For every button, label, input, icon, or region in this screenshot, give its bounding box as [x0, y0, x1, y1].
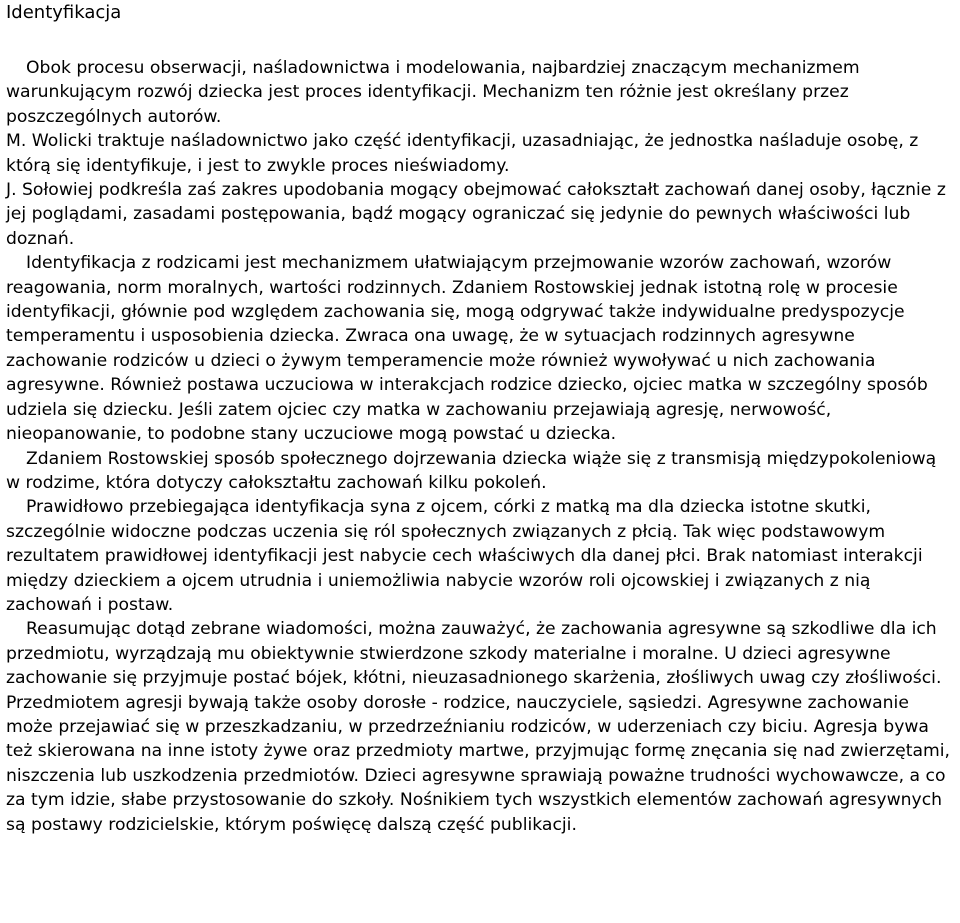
document-body [6, 56, 952, 837]
paragraph: J. Sołowiej podkreśla zaś zakres upodobania mogący obejmować całokształt zachowań danej osoby, łącznie z jej poglądami, zasadami postępowania, bądź mogący ograniczać się jedynie do pewnych właściwości lub doznań. [6, 180, 946, 249]
paragraph: M. Wolicki traktuje naśladownictwo jako część identyfikacji, uzasadniając, że jednostka naśladuje osobę, z którą się identyfikuje, i jest to zwykle proces nieświadomy. [6, 131, 919, 176]
paragraph: Zdaniem Rostowskiej sposób społecznego dojrzewania dziecka wiąże się z transmisją międzypokoleniową w rodzime, która dotyczy całokształtu zachowań kilku pokoleń. [6, 448, 937, 493]
document-title: Identyfikacja [6, 2, 122, 23]
paragraph: Identyfikacja z rodzicami jest mechanizmem ułatwiającym przejmowanie wzorów zachowań, wzorów reagowania, norm moralnych, wartości rodzinnych. Zdaniem Rostowskiej jednak istotną rolę w procesie identyfikacji, głównie pod względem zachowania się, mogą odgrywać także indywidualne predyspozycje temperamentu i usposobienia dziecka. Zwraca ona uwagę, że w sytuacjach rodzinnych agresywne zachowanie rodziców u dzieci o żywym temperamencie może również wywoływać u nich zachowania agresywne. Również postawa uczuciowa w interakcjach rodzice dziecko, ojciec matka w szczególny sposób udziela się dziecku. Jeśli zatem ojciec czy matka w zachowaniu przejawiają agresję, nerwowość, nieopanowanie, to podobne stany uczuciowe mogą powstać u dziecka. [6, 253, 928, 445]
paragraph: Reasumując dotąd zebrane wiadomości, można zauważyć, że zachowania agresywne są szkodliwe dla ich przedmiotu, wyrządzają mu obiektywnie stwierdzone szkody materialne i moralne. U dzieci agresywne zachowanie się przyjmuje postać bójek, kłótni, nieuzasadnionego skarżenia, złośliwych uwag czy złośliwości. Przedmiotem agresji bywają także osoby dorosłe - rodzice, nauczyciele, sąsiedzi. Agresywne zachowanie może przejawiać się w przeszkadzaniu, w przedrzeźnianiu rodziców, w uderzeniach czy biciu. Agresja bywa też skierowana na inne istoty żywe oraz przedmioty martwe, przyjmując formę znęcania się nad zwierzętami, niszczenia lub uszkodzenia przedmiotów. Dzieci agresywne sprawiają poważne trudności wychowawcze, a co za tym idzie, słabe przystosowanie do szkoły. Nośnikiem tych wszystkich elementów zachowań agresywnych są postawy rodzicielskie, którym poświęcę dalszą część publikacji. [6, 619, 950, 835]
paragraph: Obok procesu obserwacji, naśladownictwa i modelowania, najbardziej znaczącym mechanizmem warunkującym rozwój dziecka jest proces identyfikacji. Mechanizm ten różnie jest określany przez poszczególnych autorów. [6, 58, 860, 127]
paragraph: Prawidłowo przebiegająca identyfikacja syna z ojcem, córki z matką ma dla dziecka istotne skutki, szczególnie widoczne podczas uczenia się ról społecznych związanych z płcią. Tak więc podstawowym rezultatem prawidłowej identyfikacji jest nabycie cech właściwych dla danej płci. Brak natomiast interakcji między dzieckiem a ojcem utrudnia i uniemożliwia nabycie wzorów roli ojcowskiej i związanych z nią zachowań i postaw. [6, 497, 923, 615]
